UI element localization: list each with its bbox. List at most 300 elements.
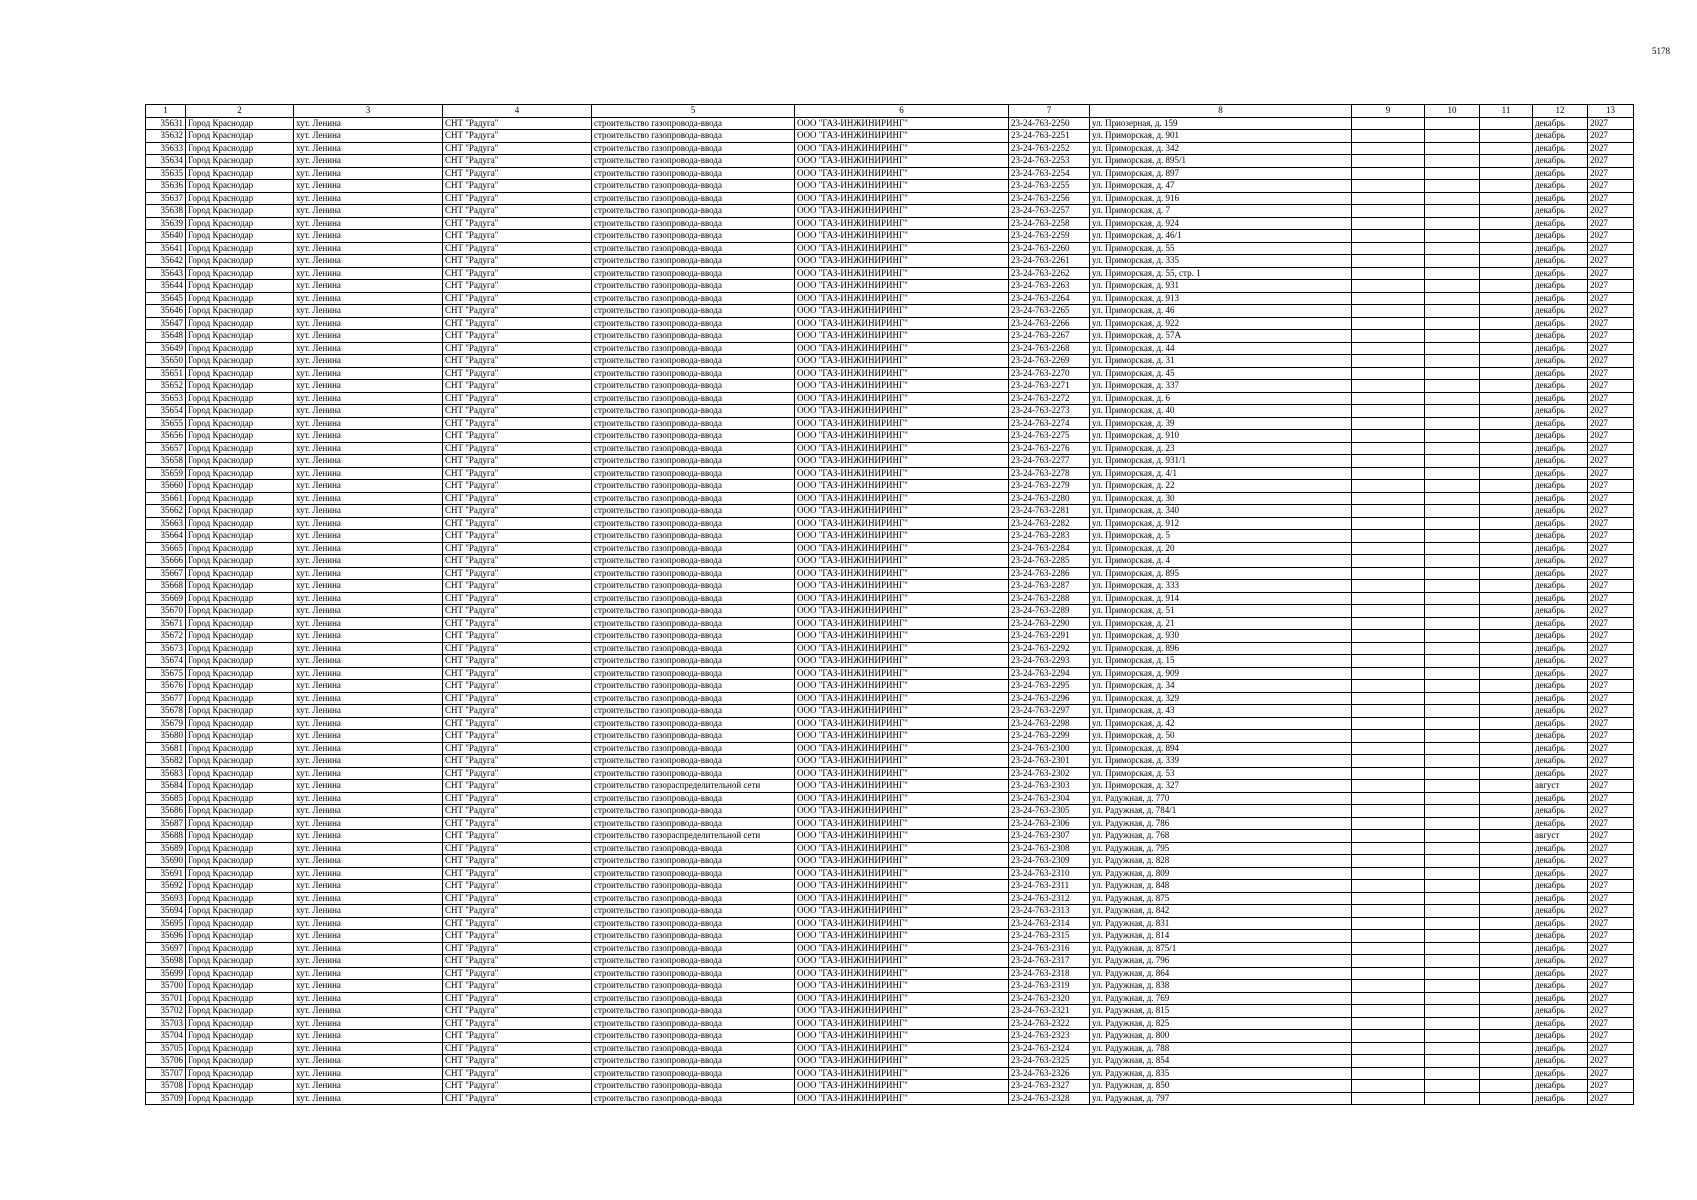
work-type-cell: строительство газопровода-ввода: [592, 467, 795, 480]
address-cell: ул. Приморская, д. 916: [1090, 192, 1352, 205]
contractor-cell: ООО "ГАЗ-ИНЖИНИРИНГ": [795, 755, 1009, 768]
settlement-cell: хут. Ленина: [294, 742, 443, 755]
column-10-cell: [1425, 280, 1480, 293]
row-number-cell: 35685: [146, 792, 186, 805]
table-row: [146, 617, 1634, 630]
column-11-cell: [1480, 867, 1533, 880]
municipality-cell: Город Краснодар: [186, 855, 294, 868]
municipality-cell: Город Краснодар: [186, 455, 294, 468]
row-number-cell: 35646: [146, 305, 186, 318]
column-10-cell: [1425, 417, 1480, 430]
code-cell: 23-24-763-2267: [1009, 330, 1090, 343]
municipality-cell: Город Краснодар: [186, 467, 294, 480]
code-cell: 23-24-763-2266: [1009, 317, 1090, 330]
code-cell: 23-24-763-2307: [1009, 830, 1090, 843]
column-9-cell: [1352, 130, 1425, 143]
contractor-cell: ООО "ГАЗ-ИНЖИНИРИНГ": [795, 355, 1009, 368]
column-11-cell: [1480, 830, 1533, 843]
year-cell: 2027: [1588, 717, 1634, 730]
row-number-cell: 35633: [146, 142, 186, 155]
column-11-cell: [1480, 205, 1533, 218]
column-10-cell: [1425, 1017, 1480, 1030]
column-11-cell: [1480, 267, 1533, 280]
settlement-cell: хут. Ленина: [294, 480, 443, 493]
address-cell: ул. Приморская, д. 7: [1090, 205, 1352, 218]
table-row: [146, 492, 1634, 505]
column-10-cell: [1425, 242, 1480, 255]
table-row: [146, 392, 1634, 405]
column-10-cell: [1425, 642, 1480, 655]
society-cell: СНТ "Радуга": [443, 330, 592, 343]
column-10-cell: [1425, 730, 1480, 743]
address-cell: ул. Приморская, д. 45: [1090, 367, 1352, 380]
code-cell: 23-24-763-2276: [1009, 442, 1090, 455]
month-cell: декабрь: [1533, 155, 1588, 168]
society-cell: СНТ "Радуга": [443, 405, 592, 418]
row-number-cell: 35672: [146, 630, 186, 643]
society-cell: СНТ "Радуга": [443, 717, 592, 730]
work-type-cell: строительство газопровода-ввода: [592, 192, 795, 205]
municipality-cell: Город Краснодар: [186, 130, 294, 143]
month-cell: декабрь: [1533, 680, 1588, 693]
contractor-cell: ООО "ГАЗ-ИНЖИНИРИНГ": [795, 555, 1009, 568]
column-header-11: 11: [1480, 105, 1533, 118]
address-cell: ул. Приморская, д. 46/1: [1090, 230, 1352, 243]
municipality-cell: Город Краснодар: [186, 580, 294, 593]
row-number-cell: 35657: [146, 442, 186, 455]
column-9-cell: [1352, 792, 1425, 805]
society-cell: СНТ "Радуга": [443, 230, 592, 243]
column-11-cell: [1480, 430, 1533, 443]
work-type-cell: строительство газопровода-ввода: [592, 892, 795, 905]
society-cell: СНТ "Радуга": [443, 255, 592, 268]
column-11-cell: [1480, 1005, 1533, 1018]
code-cell: 23-24-763-2313: [1009, 905, 1090, 918]
municipality-cell: Город Краснодар: [186, 1067, 294, 1080]
code-cell: 23-24-763-2279: [1009, 480, 1090, 493]
code-cell: 23-24-763-2301: [1009, 755, 1090, 768]
column-11-cell: [1480, 1055, 1533, 1068]
column-9-cell: [1352, 780, 1425, 793]
contractor-cell: ООО "ГАЗ-ИНЖИНИРИНГ": [795, 780, 1009, 793]
column-10-cell: [1425, 305, 1480, 318]
municipality-cell: Город Краснодар: [186, 767, 294, 780]
contractor-cell: ООО "ГАЗ-ИНЖИНИРИНГ": [795, 705, 1009, 718]
table-row: [146, 480, 1634, 493]
code-cell: 23-24-763-2328: [1009, 1092, 1090, 1105]
society-cell: СНТ "Радуга": [443, 392, 592, 405]
work-type-cell: строительство газопровода-ввода: [592, 930, 795, 943]
row-number-cell: 35642: [146, 255, 186, 268]
contractor-cell: ООО "ГАЗ-ИНЖИНИРИНГ": [795, 1055, 1009, 1068]
table-row: [146, 780, 1634, 793]
row-number-cell: 35695: [146, 917, 186, 930]
municipality-cell: Город Краснодар: [186, 905, 294, 918]
settlement-cell: хут. Ленина: [294, 855, 443, 868]
municipality-cell: Город Краснодар: [186, 255, 294, 268]
code-cell: 23-24-763-2259: [1009, 230, 1090, 243]
work-type-cell: строительство газопровода-ввода: [592, 742, 795, 755]
address-cell: ул. Радужная, д. 828: [1090, 855, 1352, 868]
column-9-cell: [1352, 442, 1425, 455]
table-row: [146, 505, 1634, 518]
column-10-cell: [1425, 655, 1480, 668]
work-type-cell: строительство газопровода-ввода: [592, 130, 795, 143]
month-cell: декабрь: [1533, 455, 1588, 468]
society-cell: СНТ "Радуга": [443, 730, 592, 743]
address-cell: ул. Приморская, д. 34: [1090, 680, 1352, 693]
society-cell: СНТ "Радуга": [443, 817, 592, 830]
column-10-cell: [1425, 330, 1480, 343]
column-10-cell: [1425, 1055, 1480, 1068]
month-cell: декабрь: [1533, 742, 1588, 755]
code-cell: 23-24-763-2271: [1009, 380, 1090, 393]
table-row: [146, 580, 1634, 593]
table-row: [146, 317, 1634, 330]
work-type-cell: строительство газопровода-ввода: [592, 555, 795, 568]
column-11-cell: [1480, 980, 1533, 993]
month-cell: декабрь: [1533, 392, 1588, 405]
year-cell: 2027: [1588, 667, 1634, 680]
municipality-cell: Город Краснодар: [186, 1042, 294, 1055]
column-9-cell: [1352, 192, 1425, 205]
address-cell: ул. Радужная, д. 848: [1090, 880, 1352, 893]
contractor-cell: ООО "ГАЗ-ИНЖИНИРИНГ": [795, 1005, 1009, 1018]
row-number-cell: 35641: [146, 242, 186, 255]
settlement-cell: хут. Ленина: [294, 805, 443, 818]
contractor-cell: ООО "ГАЗ-ИНЖИНИРИНГ": [795, 255, 1009, 268]
contractor-cell: ООО "ГАЗ-ИНЖИНИРИНГ": [795, 205, 1009, 218]
year-cell: 2027: [1588, 630, 1634, 643]
table-body: [146, 117, 1634, 1105]
municipality-cell: Город Краснодар: [186, 630, 294, 643]
contractor-cell: ООО "ГАЗ-ИНЖИНИРИНГ": [795, 367, 1009, 380]
work-type-cell: строительство газопровода-ввода: [592, 167, 795, 180]
code-cell: 23-24-763-2315: [1009, 930, 1090, 943]
column-10-cell: [1425, 792, 1480, 805]
code-cell: 23-24-763-2257: [1009, 205, 1090, 218]
society-cell: СНТ "Радуга": [443, 855, 592, 868]
work-type-cell: строительство газопровода-ввода: [592, 405, 795, 418]
year-cell: 2027: [1588, 867, 1634, 880]
row-number-cell: 35640: [146, 230, 186, 243]
contractor-cell: ООО "ГАЗ-ИНЖИНИРИНГ": [795, 855, 1009, 868]
row-number-cell: 35690: [146, 855, 186, 868]
contractor-cell: ООО "ГАЗ-ИНЖИНИРИНГ": [795, 830, 1009, 843]
code-cell: 23-24-763-2278: [1009, 467, 1090, 480]
row-number-cell: 35693: [146, 892, 186, 905]
year-cell: 2027: [1588, 280, 1634, 293]
month-cell: декабрь: [1533, 905, 1588, 918]
table-row: [146, 167, 1634, 180]
settlement-cell: хут. Ленина: [294, 317, 443, 330]
address-cell: ул. Приморская, д. 339: [1090, 755, 1352, 768]
table-row: [146, 805, 1634, 818]
work-type-cell: строительство газопровода-ввода: [592, 580, 795, 593]
contractor-cell: ООО "ГАЗ-ИНЖИНИРИНГ": [795, 1017, 1009, 1030]
address-cell: ул. Приморская, д. 30: [1090, 492, 1352, 505]
code-cell: 23-24-763-2258: [1009, 217, 1090, 230]
work-type-cell: строительство газопровода-ввода: [592, 530, 795, 543]
code-cell: 23-24-763-2273: [1009, 405, 1090, 418]
settlement-cell: хут. Ленина: [294, 530, 443, 543]
table-row: [146, 230, 1634, 243]
year-cell: 2027: [1588, 192, 1634, 205]
municipality-cell: Город Краснодар: [186, 892, 294, 905]
table-row: [146, 967, 1634, 980]
month-cell: декабрь: [1533, 630, 1588, 643]
month-cell: август: [1533, 830, 1588, 843]
contractor-cell: ООО "ГАЗ-ИНЖИНИРИНГ": [795, 305, 1009, 318]
column-11-cell: [1480, 555, 1533, 568]
work-type-cell: строительство газопровода-ввода: [592, 280, 795, 293]
year-cell: 2027: [1588, 805, 1634, 818]
contractor-cell: ООО "ГАЗ-ИНЖИНИРИНГ": [795, 505, 1009, 518]
work-type-cell: строительство газопровода-ввода: [592, 1092, 795, 1105]
column-10-cell: [1425, 967, 1480, 980]
row-number-cell: 35696: [146, 930, 186, 943]
settlement-cell: хут. Ленина: [294, 405, 443, 418]
table-row: [146, 867, 1634, 880]
settlement-cell: хут. Ленина: [294, 567, 443, 580]
contractor-cell: ООО "ГАЗ-ИНЖИНИРИНГ": [795, 655, 1009, 668]
column-11-cell: [1480, 417, 1533, 430]
work-type-cell: строительство газопровода-ввода: [592, 242, 795, 255]
address-cell: ул. Приморская, д. 55: [1090, 242, 1352, 255]
month-cell: декабрь: [1533, 1005, 1588, 1018]
column-9-cell: [1352, 242, 1425, 255]
column-9-cell: [1352, 705, 1425, 718]
table-row: [146, 117, 1634, 130]
settlement-cell: хут. Ленина: [294, 1042, 443, 1055]
municipality-cell: Город Краснодар: [186, 280, 294, 293]
month-cell: декабрь: [1533, 530, 1588, 543]
year-cell: 2027: [1588, 705, 1634, 718]
municipality-cell: Город Краснодар: [186, 930, 294, 943]
table-row: [146, 355, 1634, 368]
municipality-cell: Город Краснодар: [186, 992, 294, 1005]
table-row: [146, 330, 1634, 343]
work-type-cell: строительство газопровода-ввода: [592, 480, 795, 493]
table-row: [146, 655, 1634, 668]
column-11-cell: [1480, 130, 1533, 143]
year-cell: 2027: [1588, 442, 1634, 455]
society-cell: СНТ "Радуга": [443, 780, 592, 793]
contractor-cell: ООО "ГАЗ-ИНЖИНИРИНГ": [795, 592, 1009, 605]
row-number-cell: 35639: [146, 217, 186, 230]
municipality-cell: Город Краснодар: [186, 305, 294, 318]
month-cell: декабрь: [1533, 492, 1588, 505]
settlement-cell: хут. Ленина: [294, 417, 443, 430]
table-row: [146, 705, 1634, 718]
society-cell: СНТ "Радуга": [443, 205, 592, 218]
settlement-cell: хут. Ленина: [294, 205, 443, 218]
row-number-cell: 35707: [146, 1067, 186, 1080]
society-cell: СНТ "Радуга": [443, 367, 592, 380]
settlement-cell: хут. Ленина: [294, 180, 443, 193]
row-number-cell: 35665: [146, 542, 186, 555]
column-9-cell: [1352, 292, 1425, 305]
column-11-cell: [1480, 255, 1533, 268]
month-cell: декабрь: [1533, 130, 1588, 143]
municipality-cell: Город Краснодар: [186, 292, 294, 305]
table-row: [146, 380, 1634, 393]
municipality-cell: Город Краснодар: [186, 1080, 294, 1093]
column-11-cell: [1480, 967, 1533, 980]
column-9-cell: [1352, 980, 1425, 993]
column-10-cell: [1425, 455, 1480, 468]
code-cell: 23-24-763-2285: [1009, 555, 1090, 568]
work-type-cell: строительство газопровода-ввода: [592, 705, 795, 718]
contractor-cell: ООО "ГАЗ-ИНЖИНИРИНГ": [795, 542, 1009, 555]
year-cell: 2027: [1588, 817, 1634, 830]
year-cell: 2027: [1588, 767, 1634, 780]
month-cell: декабрь: [1533, 767, 1588, 780]
municipality-cell: Город Краснодар: [186, 917, 294, 930]
municipality-cell: Город Краснодар: [186, 380, 294, 393]
table-row: [146, 142, 1634, 155]
column-9-cell: [1352, 942, 1425, 955]
month-cell: декабрь: [1533, 255, 1588, 268]
municipality-cell: Город Краснодар: [186, 667, 294, 680]
year-cell: 2027: [1588, 530, 1634, 543]
row-number-cell: 35682: [146, 755, 186, 768]
column-11-cell: [1480, 1092, 1533, 1105]
column-10-cell: [1425, 480, 1480, 493]
table-row: [146, 567, 1634, 580]
column-10-cell: [1425, 180, 1480, 193]
code-cell: 23-24-763-2326: [1009, 1067, 1090, 1080]
settlement-cell: хут. Ленина: [294, 617, 443, 630]
code-cell: 23-24-763-2275: [1009, 430, 1090, 443]
code-cell: 23-24-763-2318: [1009, 967, 1090, 980]
settlement-cell: хут. Ленина: [294, 330, 443, 343]
society-cell: СНТ "Радуга": [443, 267, 592, 280]
column-11-cell: [1480, 692, 1533, 705]
column-11-cell: [1480, 705, 1533, 718]
code-cell: 23-24-763-2295: [1009, 680, 1090, 693]
work-type-cell: строительство газопровода-ввода: [592, 592, 795, 605]
column-11-cell: [1480, 505, 1533, 518]
month-cell: декабрь: [1533, 805, 1588, 818]
settlement-cell: хут. Ленина: [294, 392, 443, 405]
work-type-cell: строительство газопровода-ввода: [592, 680, 795, 693]
column-header-12: 12: [1533, 105, 1588, 118]
address-cell: ул. Приозерная, д. 159: [1090, 117, 1352, 130]
year-cell: 2027: [1588, 142, 1634, 155]
row-number-cell: 35694: [146, 905, 186, 918]
work-type-cell: строительство газопровода-ввода: [592, 605, 795, 618]
table-row: [146, 905, 1634, 918]
column-11-cell: [1480, 217, 1533, 230]
month-cell: декабрь: [1533, 142, 1588, 155]
column-11-cell: [1480, 1080, 1533, 1093]
code-cell: 23-24-763-2320: [1009, 992, 1090, 1005]
address-cell: ул. Радужная, д. 809: [1090, 867, 1352, 880]
address-cell: ул. Приморская, д. 57А: [1090, 330, 1352, 343]
column-9-cell: [1352, 830, 1425, 843]
column-header-4: 4: [443, 105, 592, 118]
address-cell: ул. Приморская, д. 914: [1090, 592, 1352, 605]
contractor-cell: ООО "ГАЗ-ИНЖИНИРИНГ": [795, 442, 1009, 455]
work-type-cell: строительство газопровода-ввода: [592, 430, 795, 443]
work-type-cell: строительство газопровода-ввода: [592, 717, 795, 730]
month-cell: декабрь: [1533, 667, 1588, 680]
month-cell: декабрь: [1533, 942, 1588, 955]
column-10-cell: [1425, 742, 1480, 755]
column-9-cell: [1352, 605, 1425, 618]
column-10-cell: [1425, 617, 1480, 630]
year-cell: 2027: [1588, 1017, 1634, 1030]
settlement-cell: хут. Ленина: [294, 280, 443, 293]
column-9-cell: [1352, 580, 1425, 593]
column-9-cell: [1352, 855, 1425, 868]
row-number-cell: 35651: [146, 367, 186, 380]
society-cell: СНТ "Радуга": [443, 755, 592, 768]
year-cell: 2027: [1588, 167, 1634, 180]
municipality-cell: Город Краснодар: [186, 180, 294, 193]
row-number-cell: 35648: [146, 330, 186, 343]
work-type-cell: строительство газопровода-ввода: [592, 230, 795, 243]
settlement-cell: хут. Ленина: [294, 605, 443, 618]
contractor-cell: ООО "ГАЗ-ИНЖИНИРИНГ": [795, 517, 1009, 530]
society-cell: СНТ "Радуга": [443, 1042, 592, 1055]
column-9-cell: [1352, 1030, 1425, 1043]
society-cell: СНТ "Радуга": [443, 580, 592, 593]
month-cell: декабрь: [1533, 317, 1588, 330]
code-cell: 23-24-763-2263: [1009, 280, 1090, 293]
municipality-cell: Город Краснодар: [186, 842, 294, 855]
column-9-cell: [1352, 417, 1425, 430]
row-number-cell: 35678: [146, 705, 186, 718]
row-number-cell: 35668: [146, 580, 186, 593]
month-cell: декабрь: [1533, 755, 1588, 768]
code-cell: 23-24-763-2290: [1009, 617, 1090, 630]
column-10-cell: [1425, 892, 1480, 905]
column-9-cell: [1352, 805, 1425, 818]
column-10-cell: [1425, 1092, 1480, 1105]
year-cell: 2027: [1588, 605, 1634, 618]
month-cell: декабрь: [1533, 417, 1588, 430]
column-11-cell: [1480, 192, 1533, 205]
contractor-cell: ООО "ГАЗ-ИНЖИНИРИНГ": [795, 1030, 1009, 1043]
month-cell: декабрь: [1533, 380, 1588, 393]
settlement-cell: хут. Ленина: [294, 1080, 443, 1093]
table-row: [146, 367, 1634, 380]
work-type-cell: строительство газопровода-ввода: [592, 842, 795, 855]
contractor-cell: ООО "ГАЗ-ИНЖИНИРИНГ": [795, 842, 1009, 855]
row-number-cell: 35701: [146, 992, 186, 1005]
settlement-cell: хут. Ленина: [294, 767, 443, 780]
code-cell: 23-24-763-2269: [1009, 355, 1090, 368]
work-type-cell: строительство газораспределительной сети: [592, 830, 795, 843]
column-10-cell: [1425, 930, 1480, 943]
address-cell: ул. Приморская, д. 51: [1090, 605, 1352, 618]
settlement-cell: хут. Ленина: [294, 142, 443, 155]
year-cell: 2027: [1588, 905, 1634, 918]
code-cell: 23-24-763-2255: [1009, 180, 1090, 193]
contractor-cell: ООО "ГАЗ-ИНЖИНИРИНГ": [795, 1042, 1009, 1055]
contractor-cell: ООО "ГАЗ-ИНЖИНИРИНГ": [795, 167, 1009, 180]
municipality-cell: Город Краснодар: [186, 355, 294, 368]
society-cell: СНТ "Радуга": [443, 417, 592, 430]
code-cell: 23-24-763-2283: [1009, 530, 1090, 543]
column-10-cell: [1425, 855, 1480, 868]
column-10-cell: [1425, 1042, 1480, 1055]
work-type-cell: строительство газопровода-ввода: [592, 692, 795, 705]
year-cell: 2027: [1588, 255, 1634, 268]
address-cell: ул. Радужная, д. 838: [1090, 980, 1352, 993]
